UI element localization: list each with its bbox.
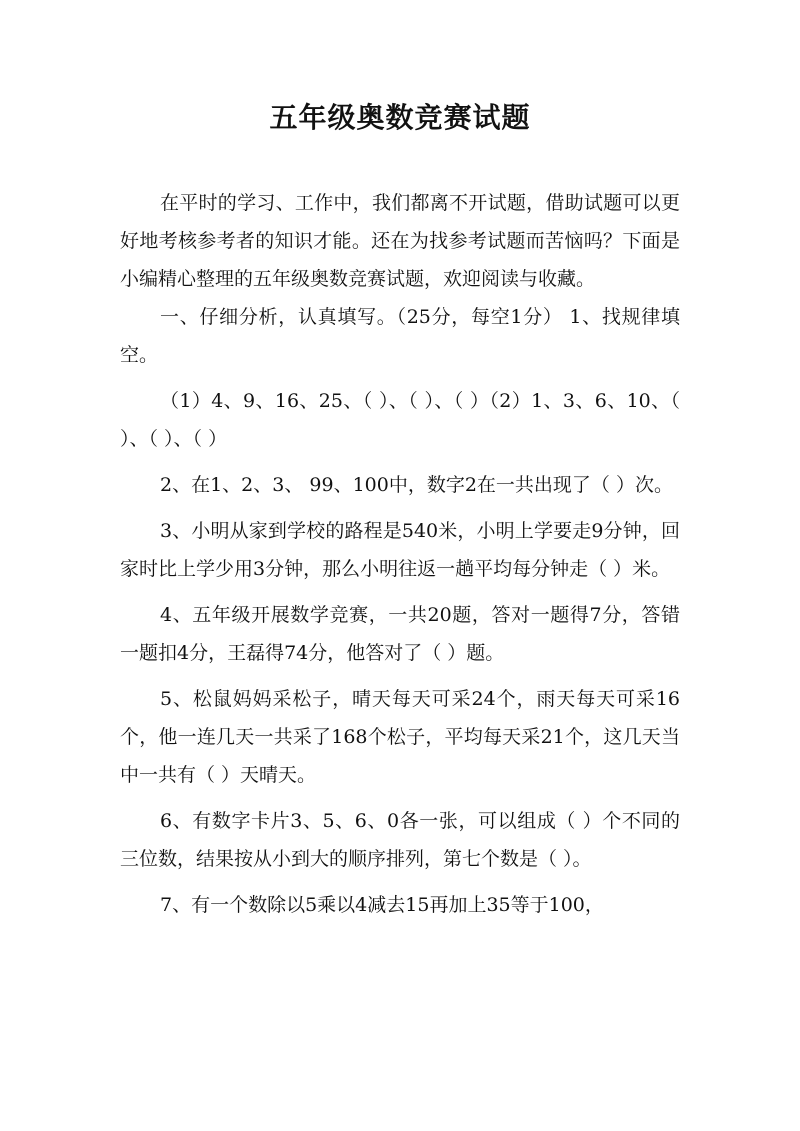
question-5: 5、松鼠妈妈采松子，晴天每天可采24个，雨天每天可采16个，他一连几天一共采了168个松子，平均每天采21个，这几天当中一共有（ ）天晴天。 [120, 688, 680, 786]
question-3: 3、小明从家到学校的路程是540米，小明上学要走9分钟，回家时比上学少用3分钟，那么小明往返一趟平均每分钟走（ ）米。 [120, 520, 680, 580]
document-body [120, 184, 680, 924]
question-6: 6、有数字卡片3、5、6、0各一张，可以组成（ ）个不同的三位数，结果按从小到大的顺序排列，第七个数是（ ）。 [120, 810, 680, 870]
question-7: 7、有一个数除以5乘以4减去15再加上35等于100， [160, 894, 604, 916]
intro-paragraph: 在平时的学习、工作中，我们都离不开试题，借助试题可以更好地考核参考者的知识才能。还在为找参考试题而苦恼吗？下面是小编精心整理的五年级奥数竞赛试题，欢迎阅读与收藏。 [120, 192, 680, 290]
section-one-heading: 一、仔细分析，认真填写。（25分，每空1分） 1、找规律填空。 [120, 306, 680, 366]
document-title: 五年级奥数竞赛试题 [269, 101, 531, 134]
question-4: 4、五年级开展数学竞赛，一共20题，答对一题得7分，答错一题扣4分，王磊得74分，他答对了（ ）题。 [120, 604, 680, 664]
question-2: 2、在1、2、3、 99、100中，数字2在一共出现了（ ）次。 [160, 474, 673, 496]
question-1-sequences: （1）4、9、16、25、（ ）、（ ）、（ ）（2）1、3、6、10、（ ）、（ ）、（ ） [120, 390, 680, 450]
